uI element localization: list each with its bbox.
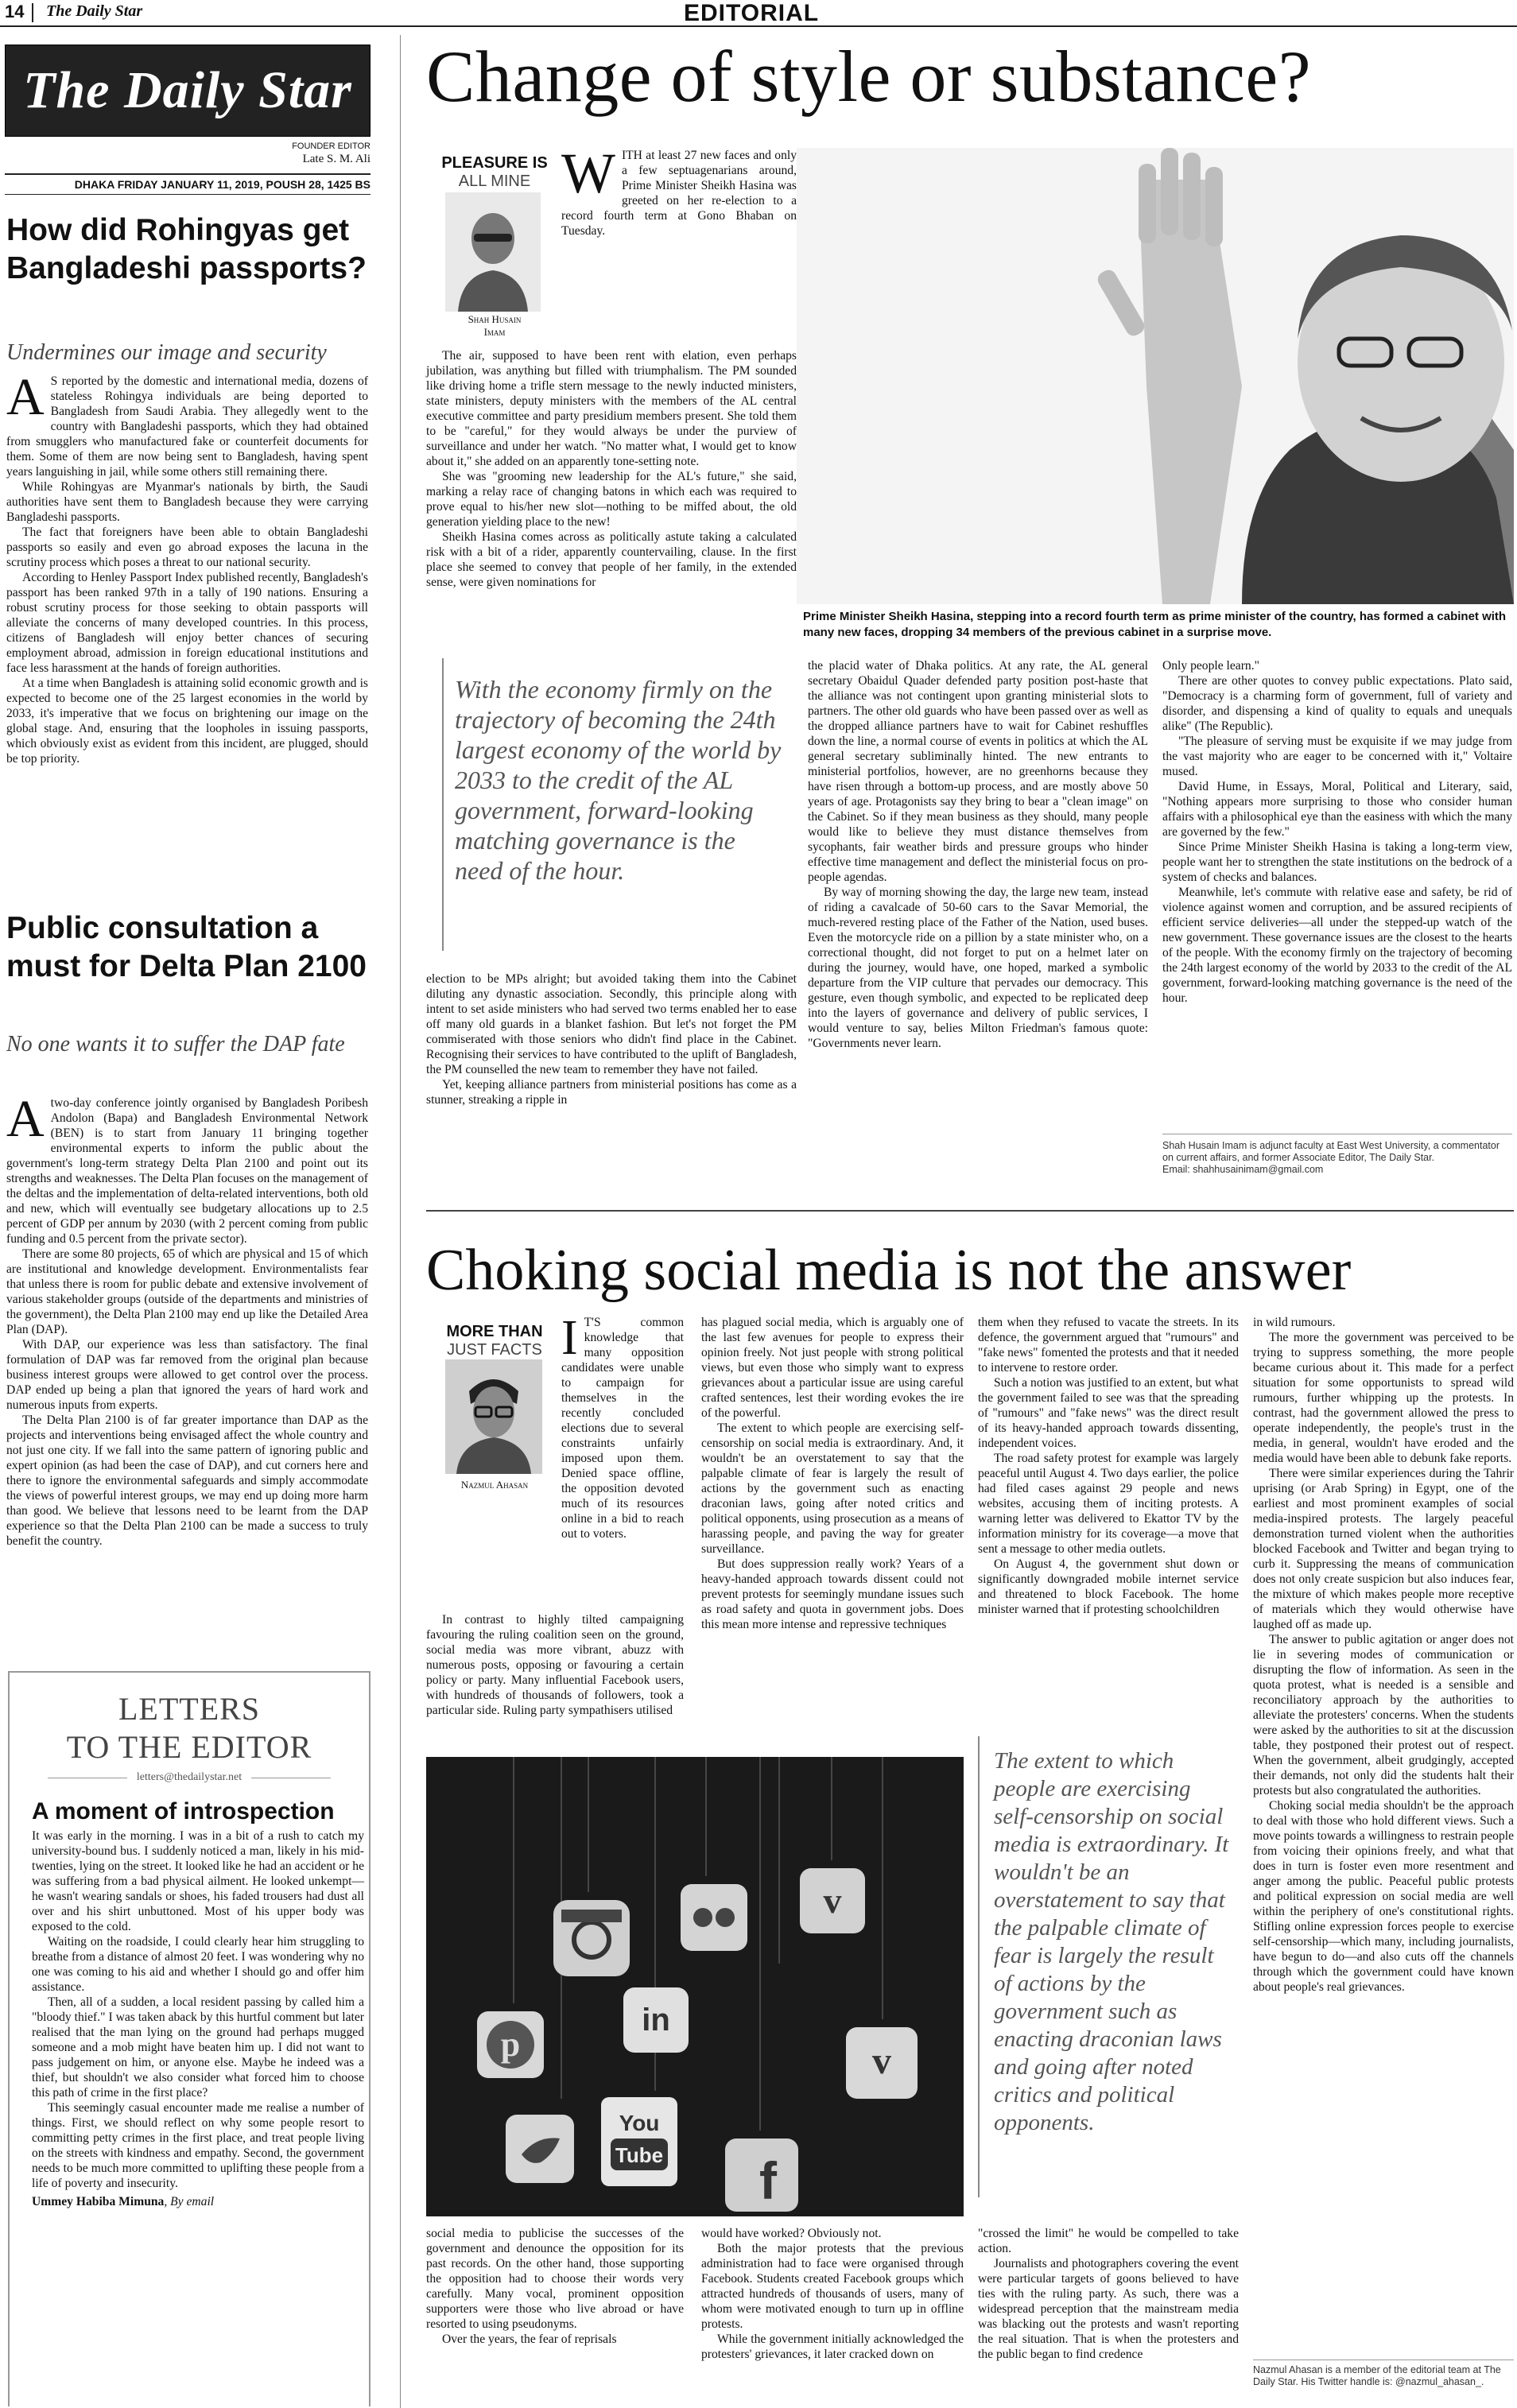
article1-para: "The pleasure of serving must be exquisite if we may judge from the vast majority who are eager to be concerned with it," Voltaire mused.	[1162, 735, 1512, 778]
letter-signature	[32, 2194, 364, 2209]
article2-para: has plagued social media, which is arguably one of the last few avenues for people to express their opinion freely. Not just people with strong political views, but even those who simply want to express grievances about a particular issue are using careful crafted sentences, lest their wording evokes the ire of the powerful.	[701, 1316, 964, 1420]
masthead-small: The Daily Star	[46, 2, 143, 20]
facebook-icon	[725, 2139, 798, 2212]
article2-col3	[978, 1315, 1239, 1617]
article2-para: Choking social media shouldn't be the approach to deal with those who hold different views. Such a move points towards a willingness to restrain people from voicing their opinions freely, and what that does in turn is foster even more resentment and anger among the public. Peaceful public protests and political expression on social media are well within the periphery of one's constitutional rights. Stifling online expression forces people to exercise self-censorship—which many, including journalists, have begun to do—and also cuts off the channels through which the government could have known about people's real grievances.	[1253, 1799, 1514, 1994]
article2-para: But does suppression really work? Years of a heavy-handed approach towards dissent could not prevent protests for seemingly mundane issues such as road safety and quota in government jobs. Does this mean more intense and repressive techniques	[701, 1557, 964, 1631]
article1-para: the placid water of Dhaka politics. At any rate, the AL general secretary Obaidul Quader defended party position post-haste that the alliance was not contingent upon granting ministerial slots to partners. The other old guards who have been passed over as well as the dropped alliance partners have to wait for Cabinet reshuffles down the line, a normal course of events in politics at which the AL general secretary subliminally hinted. The new entrants to ministerial portfolios, however, are no greenhorns because they have risen through a bottom-up process, and are mostly above 50 years of age. Protagonists say they bring to bear a "clean image" on the Cabinet. So if they mean business as they should, many people would like to believe they must distance themselves from sycophants, fair weather birds and pressure groups who hinder effective time management and deflect the ministerial focus on pro-people agendas.	[808, 659, 1148, 884]
section-label: EDITORIAL	[684, 0, 820, 26]
article2-headline: Choking social media is not the answer	[426, 1238, 1352, 1303]
article1-pull-quote: With the economy firmly on the trajectory of becoming the 24th largest economy of the world by 2033 to the credit of the AL government, forward-looking matching governance is the need of the hour.	[455, 675, 782, 885]
article1-intro-text: ITH at least 27 new faces and only a few septuagenarians around, Prime Minister Sheikh Hasina was greeted on her re-election to a record fourth term at Gono Bhaban on Tuesday.	[561, 149, 797, 238]
instagram-icon	[553, 1900, 630, 1976]
pm-photo-caption: Prime Minister Sheikh Hasina, stepping into a record fourth term as prime minister of the country, has formed a cabinet with many new faces, dropping 34 members of the previous cabinet in a surprise move.	[803, 610, 1507, 639]
editorial1-dropcap: A	[6, 368, 45, 426]
author-photo-nazmul-ahasan	[445, 1359, 542, 1474]
editorial2-para: With DAP, our experience was less than satisfactory. The final formulation of DAP was far removed from the original plan because business interest groups were allowed to get control over the process. DAP ended up being a plan that ignored the years of hard work and numerous inputs from experts.	[6, 1338, 368, 1412]
letter-para: It was early in the morning. I was in a bit of a rush to catch my university-bound bus. I suddenly noticed a man, likely in his mid-twenties, lying on the street. It looked like he had an accident or he was suffering from a bad physical ailment. He looked unkempt—he wasn't wearing sandals or shoes, his faded trousers had dust all over and his shirt unbuttoned. Most of his upper body was exposed to the cold.	[32, 1829, 364, 1933]
editorial1-body	[6, 368, 368, 766]
editorial2-para: The Delta Plan 2100 is of far greater importance than DAP as the projects and interventions being envisaged affect the whole country and not just one city. If we fall into the same pattern of ignoring public and expert opinion (as had been the case of DAP), and cut corners here and there to ignore the environmental safeguards and simply accommodate the views of powerful interest groups, we may end up doing more harm than good. We believe that lessons need to be learnt from the DAP experience so that the Delta Plan 2100 can be made a success to truly benefit the country.	[6, 1413, 368, 1548]
editorial1-subhead: Undermines our image and security	[6, 340, 327, 365]
column-tag-line2: ALL MINE	[458, 173, 531, 190]
article2-para: The road safety protest for example was largely peaceful until August 4. Two days earlier, the police had filed cases against 29 people and news websites, accusing them of inciting protests. A warning letter was delivered to Ekattor TV by the information ministry for its coverage—a move that sent a message to other media outlets.	[978, 1452, 1239, 1556]
article2-para: Both the major protests that the previous administration had to face were organised through Facebook. Students created Facebook groups which attracted hundreds of thousands of users, many of whom were motivated enough to turn up in offline protests.	[701, 2242, 964, 2331]
column-tag-line2: JUST FACTS	[447, 1341, 542, 1359]
article1-col3	[1162, 658, 1512, 1006]
article2-intro-text: T'S common knowledge that many opposition candidates were unable to campaign for themselves in the recently concluded elections due to several constraints unfairly imposed upon them. Denied space offline, the opposition devoted much of its resources online in a bid to reach out to voters.	[561, 1316, 684, 1541]
youtube-label-1: You	[619, 2111, 660, 2135]
article2-para: would have worked? Obviously not.	[701, 2227, 882, 2240]
letter-signature-name: Ummey Habiba Mimuna	[32, 2195, 165, 2208]
editorial2-para: two-day conference jointly organised by Bangladesh Poribesh Andolon (Bapa) and Bangladesh Environmental Network (BEN) is to start from January 11 bringing together environmental experts to inform the public about the government's long-term strategy Delta Plan 2100 and point out its strengths and weaknesses. The Delta Plan focuses on the management of the deltas and the implementation of delta-related interventions, both old and new, which will eventually see budgetary allocations up to 2.5 percent of GDP per annum by 2030 (with 2 percent coming from public funding and 0.5 percent from the private sector).	[6, 1096, 368, 1246]
youtube-label-2: Tube	[615, 2143, 664, 2167]
author-photo-shah-husain-imam	[445, 192, 541, 312]
dateline: DHAKA FRIDAY JANUARY 11, 2019, POUSH 28, 1425 BS	[5, 173, 371, 195]
editorial1-para: According to Henley Passport Index published recently, Bangladesh's passport has been ranked 97th in a tally of 190 nations. Ensuring a robust scrutiny process for those seeking to obtain passports will alleviate the concerns of many developed countries. In this process, citizens of Bangladesh will enjoy better chances of securing employment abroad, admission in foreign educational institutions and face less harassment at the hands of foreign authorities.	[6, 571, 368, 675]
article2-intro	[561, 1311, 684, 1541]
article2-para: The answer to public agitation or anger does not lie in severing modes of communication or disrupting the flow of information. As seen in the quota protest, what is needed is a sensible and reconciliatory approach by the authorities to alleviate the protesters' concerns. When the students were asked by the authorities to sit at the discussion table, they postponed their protest out of respect. When the government, albeit grudgingly, accepted their demands, not only did the students halt their protests but also congratulated the authorities.	[1253, 1633, 1514, 1797]
masthead-logo: The Daily Star	[23, 61, 352, 119]
article1-col1	[426, 348, 797, 590]
letter-headline: A moment of introspection	[32, 1798, 335, 1824]
article2-bottom-col2	[701, 2226, 964, 2362]
editorial1-para: The fact that foreigners have been able to obtain Bangladeshi passports so easily and even go abroad exposes the lacuna in the scrutiny process which poses a threat to our national security.	[6, 525, 368, 569]
vine-icon	[800, 1868, 865, 1933]
svg-text:v: v	[823, 1880, 842, 1921]
article1-col2	[808, 658, 1148, 1051]
flickr-icon	[681, 1884, 747, 1951]
editorial1-para: At a time when Bangladesh is attaining solid economic growth and is expected to become one of the 25 largest economies in the world by 2033, it's imperative that we focus on brightening our image on the global stage. And, ensuring that the loopholes in issuing passports, which obviously exist as evident from this incident, are plugged, should be top priority.	[6, 677, 368, 766]
svg-text:f: f	[759, 2151, 777, 2210]
linkedin-icon	[623, 1987, 689, 2053]
article2-pull-quote: The extent to which people are exercising self-censorship on social media is extraordinary. It wouldn't be an overstatement to say that the palpable climate of fear is largely the result of actions by the government such as enacting draconian laws and going after noted critics and political opponents.	[994, 1748, 1229, 2135]
article1-para: By way of morning showing the day, the large new team, instead of riding a cavalcade of 50-60 cars to the Savar Memorial, the much-revered resting place of the Father of the Nation, used buses. Even the motorcycle ride on a pillion by a state minister who, on a correctional thought, did not forget to put on a helmet later on during the journey, would have, one hoped, marked a symbolic departure from the VIP culture that pervades our democracy. This gesture, even though symbolic, and expected to be replicated deep into the layers of governance and delivery of public services, I would venture to say, belies Milton Friedman's famous quote: "Governments never learn.	[808, 886, 1148, 1050]
article2-para: Over the years, the fear of reprisals	[442, 2332, 617, 2346]
article2-para: in wild rumours.	[1253, 1316, 1336, 1329]
article2-para: Such a notion was justified to an extent, but what the government failed to see was that the spreading of "rumours" and "fake news" was the direct result of its heavy-handed approach towards dissenting, independent voices.	[978, 1376, 1239, 1450]
strip-divider	[32, 3, 33, 22]
letters-email: letters@thedailystar.net	[136, 1771, 242, 1783]
letter-para: This seemingly casual encounter made me realise a number of things. First, we should reflect on why some people resort to committing petty crimes in the first place, and treat people living on the streets with kindness and empathy. Second, the government needs to be much more committed to uplifting these people from a life of poverty and insecurity.	[32, 2101, 364, 2190]
article2-para: In contrast to highly tilted campaigning favouring the ruling coalition seen on the ground, social media was more vibrant, abuzz with numerous posts, opposing or favouring a certain policy or party. Many influential Facebook users, with hundreds of thousands of followers, took a particular side. Ruling party sympathisers utilised	[426, 1613, 684, 1717]
pm-photo	[797, 148, 1514, 604]
article2-bottom-col3	[978, 2226, 1239, 2362]
pullquote-rule	[442, 658, 444, 951]
article2-para: social media to publicise the successes of the government and denounce the opposition for its past records. On the other hand, those supporting the opposition had to choose their words very carefully. Many vocal, prominent opposition supporters were those who live abroad or have resorted to using pseudonyms.	[426, 2227, 684, 2331]
article2-bottom-col1	[426, 2226, 684, 2347]
article1-para: The air, supposed to have been rent with elation, even perhaps jubilation, was anything but filled with triumphalism. The PM sounded like driving home a trifle stern message to the newly inducted ministers, state ministers, deputy ministers with the members of the AL central executive committee and party presidium members present. She told them to be "careful," for they would always be under the purview of surveillance and under her watch. "No matter what, I would get to know about it," she added on an apparently tone-setting note.	[426, 349, 797, 468]
section-separator	[426, 1210, 1514, 1212]
column-tag-line1: MORE THAN	[446, 1323, 543, 1340]
article1-para: election to be MPs alright; but avoided taking them into the Cabinet diluting any dynastic association. Secondly, this principle along with intent to set aside ministers who had served two terms enabled her to ease off many old guards in a blanket fashion. But let's not forget the PM commiserated with those seniors who didn't find place in the Cabinet. Recognising their services to have contributed to the uplift of Bangladesh, the PM counselled the new team to remember they have not failed.	[426, 972, 797, 1076]
letter-para: Waiting on the roadside, I could clearly hear him struggling to breathe from a distance of almost 20 feet. I was wondering why no one was coming to his aid and whether I should go and offer him assistance.	[32, 1935, 364, 1994]
article2-col2	[701, 1315, 964, 1632]
article1-col1b	[426, 971, 797, 1107]
article1-dropcap: W	[561, 142, 615, 205]
article1-para: Since Prime Minister Sheikh Hasina is taking a long-term view, people want her to strengthen the state institutions on the bedrock of a system of checks and balances.	[1162, 840, 1512, 884]
article2-col1	[426, 1612, 684, 1718]
article2-para: Journalists and photographers covering the event were particular targets of goons believed to have ties with the ruling party. As such, there was a widespread perception that the mainstream media was blacking out the protests and wasn't reporting the real situation. That is when the protesters and the public began to find credence	[978, 2257, 1239, 2361]
editorial1-para: While Rohingyas are Myanmar's nationals by birth, the Saudi authorities have sent them to Bangladesh because they were carrying Bangladeshi passports.	[6, 480, 368, 524]
article2-para: "crossed the limit" he would be compelled to take action.	[978, 2227, 1239, 2255]
editorial2-headline: Public consultation a must for Delta Plan 2100	[6, 911, 367, 983]
pullquote2-rule	[978, 1736, 980, 2197]
founder-label: FOUNDER EDITOR	[292, 142, 371, 151]
article1-para: Yet, keeping alliance partners from ministerial positions has come as a stunner, streaking a ripple in	[426, 1078, 797, 1107]
article2-para: The extent to which people are exercising self-censorship on social media is extraordinary. And, it wouldn't be an overstatement to say that the palpable climate of fear is largely the result of actions by the government such as enacting draconian laws, going after noted critics and political opponents, using prosecution as a means of harassing people, and paving the way for greater surveillance.	[701, 1421, 964, 1556]
svg-text:v: v	[872, 2040, 891, 2082]
letters-title-line1: LETTERS	[118, 1691, 261, 1727]
editorial2-dropcap: A	[6, 1090, 45, 1148]
article2-dropcap: I	[561, 1311, 578, 1365]
letters-title	[8, 1690, 371, 1766]
article1-para: Meanwhile, let's commute with relative ease and safety, be rid of violence against women and corruption, and be assured recipients of efficient service deliveries—all under the stepped-up watch of the new government. These governance issues are the closest to the hearts of the people. With the economy firmly on the trajectory of becoming the 24th largest economy of the world by 2033 to the credit of the AL government, forward-looking matching governance is the need of the hour.	[1162, 886, 1512, 1005]
letter-para: Then, all of a sudden, a local resident passing by called him a "bloody thief." I was taken aback by this hurtful comment but later realised that the man lying on the ground had perhaps mugged someone and a mob might have beaten him up. I did not want to pass judgement on him, or anyone else. Maybe he indeed was a thief, but shouldn't we also consider what forced him to choose this path of crime in the first place?	[32, 1995, 364, 2100]
article1-bio-text: Shah Husain Imam is adjunct faculty at East West University, a commentator on current affairs, and former Associate Editor, The Daily Star.	[1162, 1140, 1500, 1163]
editorial2-para: There are some 80 projects, 65 of which are physical and 15 of which are institutional and knowledge development. Environmentalists fear that unless there is room for public debate and extensive involvement of various stakeholder groups (outside of the departments and ministries of the government), the Delta Plan 2100 may end up like the Detailed Area Plan (DAP).	[6, 1247, 368, 1336]
editorial2-subhead: No one wants it to suffer the DAP fate	[6, 1032, 345, 1057]
article2-column-tag	[436, 1323, 553, 1359]
article1-para: Only people learn."	[1162, 659, 1259, 673]
article2-bio: Nazmul Ahasan is a member of the editorial team at The Daily Star. His Twitter handle is: @nazmul_ahasan_.	[1253, 2364, 1501, 2387]
twitter-icon	[506, 2115, 574, 2183]
article1-headline: Change of style or substance?	[426, 36, 1312, 117]
letter-signature-suffix: , By email	[164, 2195, 215, 2208]
vimeo-icon	[846, 2027, 918, 2099]
article1-para: There are other quotes to convey public expectations. Plato said, "Democracy is a charming form of government, full of variety and disorder, and dispensing a kind of quality to equals and unequals alike" (The Republic).	[1162, 674, 1512, 733]
article1-para: Sheikh Hasina comes across as politically astute taking a calculated risk with a bit of a rider, apparently countervailing, clause. In the first place she seemed to convey that people of her family, in the extended sense, were given nominations for	[426, 530, 797, 589]
article1-intro	[561, 142, 797, 238]
article1-para: She was "grooming new leadership for the AL's future," she said, marking a relay race of changing batons in which each was required to prove equal to his/her new slot—nothing to be miffed about, the old generation yielding place to the new!	[426, 470, 797, 529]
svg-text:p: p	[500, 2025, 521, 2064]
editorial2-body	[6, 1090, 368, 1549]
article2-para: While the government initially acknowledged the protesters' grievances, it later cracked down on	[701, 2332, 964, 2361]
article2-para: There were similar experiences during the Tahrir uprising (or Arab Spring) in Egypt, one of the earliest and most prominent examples of social media-inspired protests. The largely peaceful demonstration turned violent when the authorities blocked Facebook and Twitter and began trying to curb it. Suppressing the means of communication does not only create suspicion but also induces fear, the mixture of which makes people more receptive of materials which they would otherwise have laughed off as made up.	[1253, 1467, 1514, 1631]
column-divider	[400, 35, 401, 2408]
article2-para: On August 4, the government shut down or significantly downgraded mobile internet service and threatened to block Facebook. The home minister warned that if protesting schoolchildren	[978, 1557, 1239, 1616]
article2-author: Nazmul Ahasan	[460, 1479, 529, 1491]
author-line2: Imam	[483, 326, 506, 338]
article2-col4	[1253, 1315, 1514, 1995]
article1-bio-email: Email: shahhusainimam@gmail.com	[1162, 1164, 1324, 1175]
pinterest-icon	[477, 2011, 544, 2078]
editorial1-para: S reported by the domestic and international media, dozens of stateless Rohingya individuals are being deported to Bangladesh from Saudi Arabia. They allegedly went to the country with Bangladeshi passports, which they had obtained from smugglers who manufactured fake or counterfeit documents for them. Some of them are now being sent to Bangladesh, having spent years languishing in jail, while some others still remaining there.	[6, 374, 368, 479]
editorial1-headline: How did Rohingyas get Bangladeshi passports?	[6, 213, 367, 285]
article2-para: them when they refused to vacate the streets. In its defence, the government argued that "rumours" and "fake news" fomented the protests and that it needed to intervene to restore order.	[978, 1316, 1239, 1375]
letter-body	[32, 1828, 364, 2209]
social-media-photo	[426, 1757, 964, 2216]
author-line1: Shah Husain	[468, 313, 522, 325]
article1-para: David Hume, in Essays, Moral, Political and Literary, said, "Nothing appears more surprising to those who consider human affairs with a philosophical eye than the easiness with which the many are governed by the few."	[1162, 780, 1512, 839]
youtube-icon	[601, 2097, 677, 2186]
article1-column-tag	[436, 154, 553, 191]
page-number: 14	[5, 2, 25, 21]
article1-bio	[1162, 1140, 1512, 1176]
letters-title-line2: TO THE EDITOR	[66, 1729, 312, 1765]
article2-para: The more the government was perceived to be trying to suppress something, the more people became curious about it. This made for a perfect situation for some opportunists to spread wild rumours, further whipping up the protests. In contrast, had the government allowed the press to operate independently, the people's trust in the media, in general, wouldn't have eroded and the media would have been able to debunk fake reports.	[1253, 1331, 1514, 1465]
svg-text:in: in	[642, 2003, 670, 2038]
article1-author	[436, 313, 553, 339]
column-tag-line1: PLEASURE IS	[441, 154, 548, 172]
founder-name: Late S. M. Ali	[302, 153, 371, 165]
